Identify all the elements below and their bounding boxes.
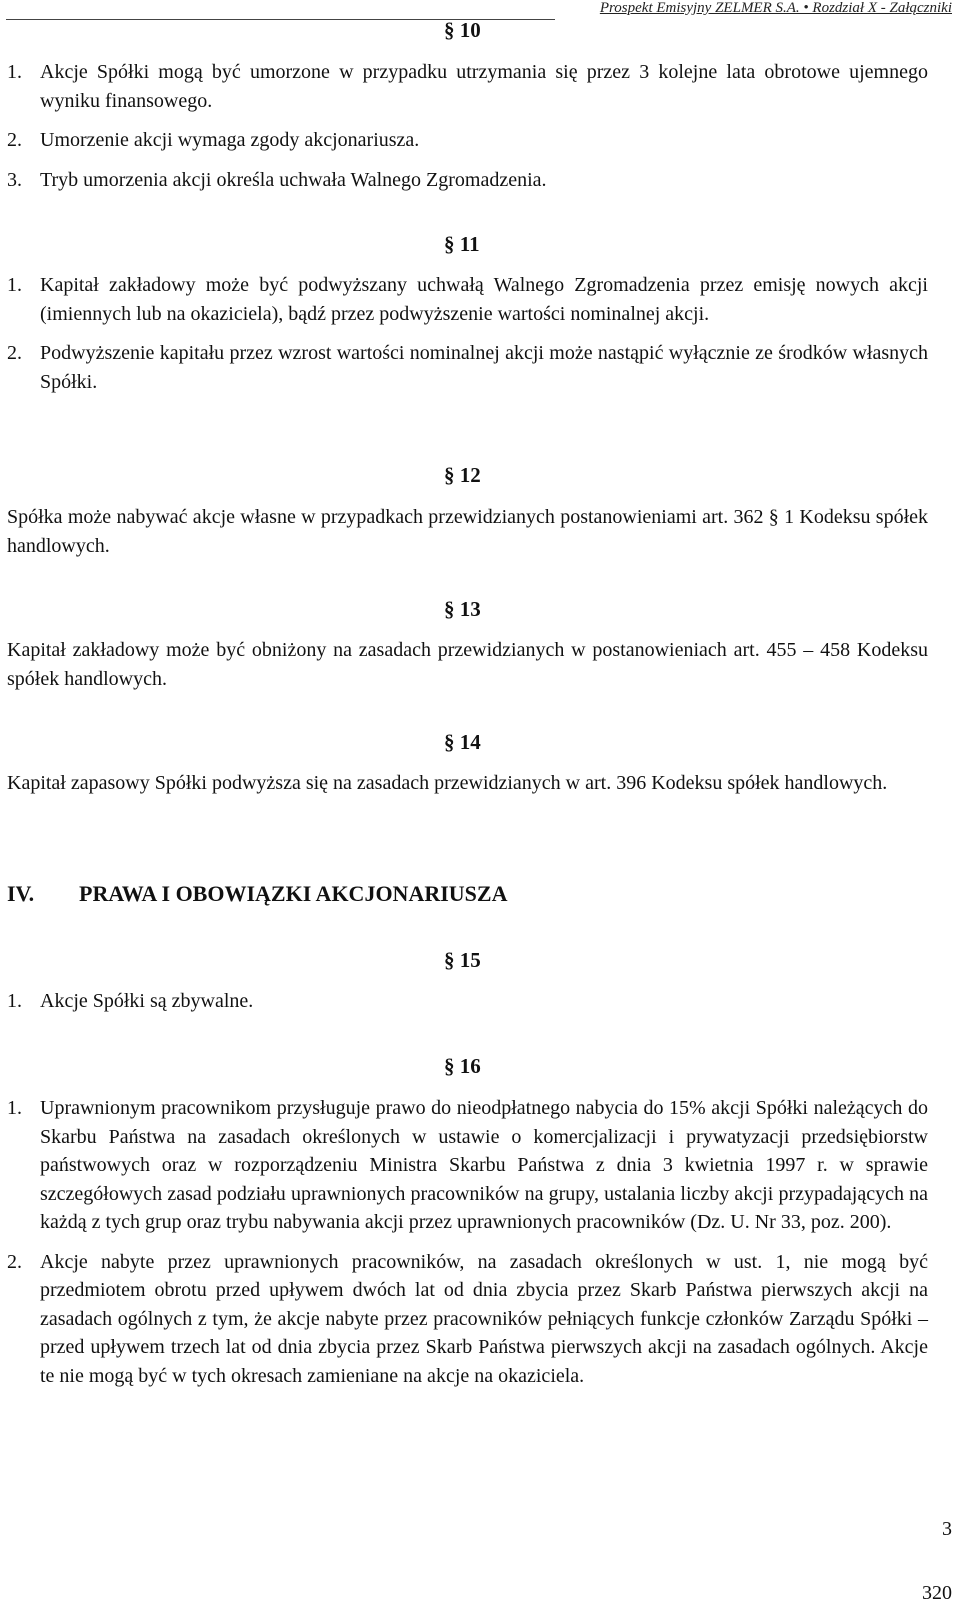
item-text: Podwyższenie kapitału przez wzrost wartości nominalnej akcji może nastąpić wyłącznie ze środków własnych Spółki.: [40, 342, 928, 393]
section-mark-14: § 14: [444, 730, 481, 754]
item-text: Akcje Spółki mogą być umorzone w przypadku utrzymania się przez 3 kolejne lata obrotowe ujemnego wyniku finansowego.: [40, 61, 928, 112]
section-16-body: [7, 1094, 928, 1390]
item-text: Umorzenie akcji wymaga zgody akcjonariusza.: [40, 129, 420, 151]
list-item: [7, 1094, 928, 1237]
prospectus-page-number: 320: [922, 1582, 952, 1604]
section-mark-16: § 16: [444, 1054, 481, 1078]
list-item: [7, 58, 928, 115]
item-number: 1.: [7, 1097, 22, 1119]
item-number: 3.: [7, 168, 22, 191]
section-12-text: Spółka może nabywać akcje własne w przypadkach przewidzianych postanowieniami art. 362 § 1 Kodeksu spółek handlowych.: [7, 506, 928, 557]
section-mark-12: § 12: [444, 463, 481, 487]
section-mark-10: § 10: [444, 18, 481, 42]
chapter-title: PRAWA I OBOWIĄZKI AKCJONARIUSZA: [79, 881, 508, 906]
list-item: [7, 987, 928, 1016]
attachment-page-number: 3: [942, 1518, 952, 1540]
item-text: Kapitał zakładowy może być podwyższany uchwałą Walnego Zgromadzenia przez emisję nowych akcji (imiennych lub na okaziciela), bądź przez podwyższenie wartości nominalnej akcji.: [40, 274, 928, 325]
list-item: [7, 271, 928, 328]
section-14-text: Kapitał zapasowy Spółki podwyższa się na zasadach przewidzianych w art. 396 Kodeksu spółek handlowych.: [7, 772, 888, 794]
item-number: 1.: [7, 61, 22, 83]
item-number: 1.: [7, 274, 22, 296]
list-item: [7, 166, 928, 195]
chapter-number: IV.: [7, 881, 35, 906]
section-13-text: Kapitał zakładowy może być obniżony na zasadach przewidzianych w postanowieniach art. 455 – 458 Kodeksu spółek handlowych.: [7, 639, 928, 690]
running-header: Prospekt Emisyjny ZELMER S.A. • Rozdział X - Załączniki: [599, 0, 952, 16]
section-mark-15: § 15: [444, 948, 481, 972]
section-mark-13: § 13: [444, 597, 481, 621]
item-text: Tryb umorzenia akcji określa uchwała Walnego Zgromadzenia.: [40, 168, 547, 191]
item-number: 2.: [7, 129, 22, 151]
item-text: Akcje Spółki są zbywalne.: [40, 990, 254, 1012]
list-item: [7, 126, 928, 155]
list-item: [7, 1248, 928, 1391]
list-item: [7, 339, 928, 396]
section-mark-11: § 11: [444, 232, 480, 256]
section-11-body: [7, 271, 928, 396]
section-15-body: [7, 987, 928, 1016]
item-text: Akcje nabyte przez uprawnionych pracowników, na zasadach określonych w ust. 1, nie mogą być przedmiotem obrotu przed upływem dwóch lat od dnia zbycia przez Skarb Państwa pierwszych akcji na zasadach ogólnych z tym, że akcje nabyte przez pracowników pełniących funkcje członków Zarządu Spółki – przed upływem trzech lat od dnia zbycia przez Skarb Państwa pierwszych akcji na zasadach ogólnych. Akcje te nie mogą być w tych okresach zamieniane na akcje na okaziciela.: [40, 1250, 928, 1387]
item-number: 2.: [7, 342, 22, 364]
item-text: Uprawnionym pracownikom przysługuje prawo do nieodpłatnego nabycia do 15% akcji Spółki należących do Skarbu Państwa na zasadach określonych w ustawie o komercjalizacji i prywatyzacji przedsiębiorstw państwowych oraz w rozporządzeniu Ministra Skarbu Państwa z dnia 3 kwietnia 1997 r. w sprawie szczegółowych zasad podziału uprawnionych pracowników na grupy, ustalania liczby akcji przypadających na każdą z tych grup oraz trybu nabywania akcji przez uprawnionych pracowników (Dz. U. Nr 33, poz. 200).: [40, 1097, 928, 1233]
item-number: 1.: [7, 990, 22, 1012]
item-number: 2.: [7, 1250, 22, 1273]
section-10-body: [7, 58, 928, 194]
